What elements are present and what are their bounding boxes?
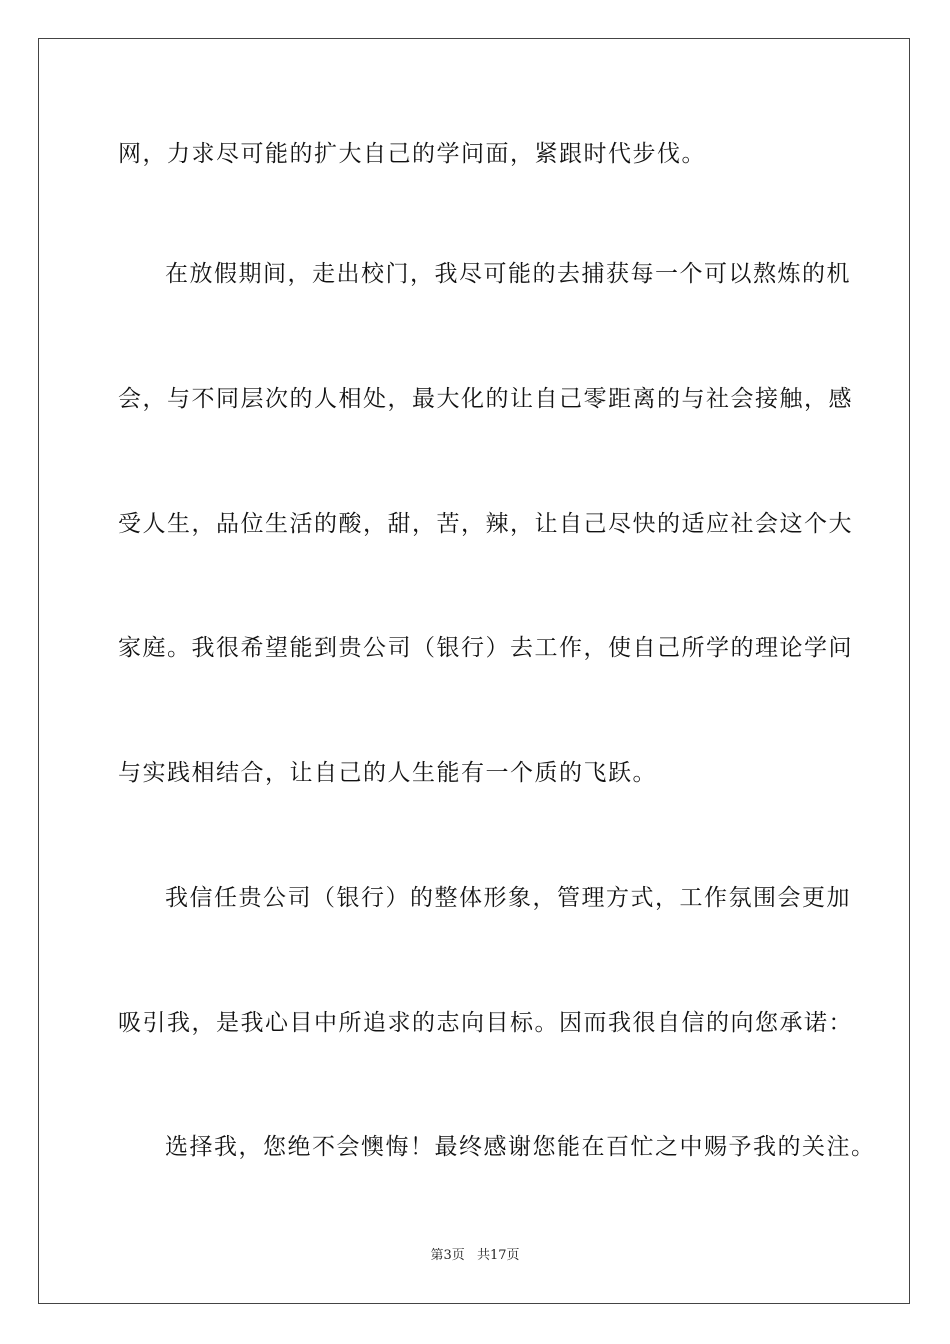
total-pages: 共17页 <box>476 1248 520 1263</box>
text-line-1: 网，力求尽可能的扩大自己的学问面，紧跟时代步伐。 <box>118 141 706 167</box>
text-line-7: 我信任贵公司（银行）的整体形象，管理方式，工作氛围会更加 <box>165 885 851 911</box>
page-border <box>38 38 910 1304</box>
text-line-2: 在放假期间，走出校门，我尽可能的去捕获每一个可以熬炼的机 <box>165 261 851 287</box>
page-number: 第3页 <box>430 1248 465 1263</box>
text-line-5: 家庭。我很希望能到贵公司（银行）去工作，使自己所学的理论学问 <box>118 635 853 661</box>
text-line-3: 会，与不同层次的人相处，最大化的让自己零距离的与社会接触，感 <box>118 386 853 412</box>
text-line-9: 选择我，您绝不会懊悔！最终感谢您能在百忙之中赐予我的关注。 <box>165 1134 876 1160</box>
text-line-4: 受人生，品位生活的酸，甜，苦，辣，让自己尽快的适应社会这个大 <box>118 511 853 537</box>
text-line-8: 吸引我，是我心目中所追求的志向目标。因而我很自信的向您承诺： <box>118 1010 853 1036</box>
page-footer <box>0 1247 950 1265</box>
text-line-6: 与实践相结合，让自己的人生能有一个质的飞跃。 <box>118 760 657 786</box>
